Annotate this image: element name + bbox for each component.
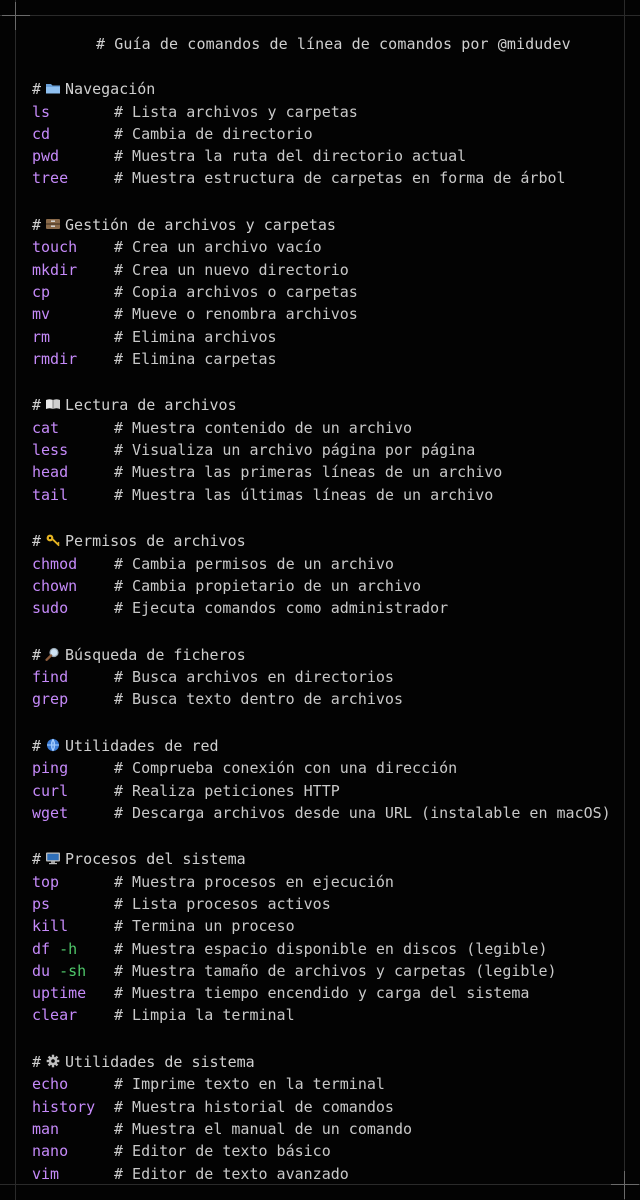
command-description: # Realiza peticiones HTTP bbox=[114, 781, 340, 800]
command-row bbox=[32, 123, 632, 145]
command-name bbox=[32, 780, 114, 802]
command-row bbox=[32, 871, 632, 893]
command-row bbox=[32, 1118, 632, 1140]
command-name bbox=[32, 348, 114, 370]
monitor-icon bbox=[45, 849, 61, 863]
command-description: # Muestra procesos en ejecución bbox=[114, 872, 394, 891]
command-row bbox=[32, 348, 632, 370]
command-row bbox=[32, 303, 632, 325]
command-text: cat bbox=[32, 418, 60, 437]
section-title: Permisos de archivos bbox=[65, 532, 246, 551]
command-description: # Muestra tamaño de archivos y carpetas (legible) bbox=[114, 961, 557, 980]
command-description: # Comprueba conexión con una dirección bbox=[114, 759, 458, 778]
command-description: # Cambia permisos de un archivo bbox=[114, 554, 394, 573]
command-name bbox=[32, 960, 114, 982]
comment-hash: # bbox=[32, 216, 42, 235]
command-description: # Editor de texto avanzado bbox=[114, 1164, 349, 1183]
command-name bbox=[32, 101, 114, 123]
command-text: ls bbox=[32, 102, 51, 121]
command-text: wget bbox=[32, 803, 69, 822]
section-header bbox=[32, 394, 632, 416]
command-row bbox=[32, 802, 632, 824]
comment-hash: # bbox=[32, 850, 42, 869]
command-text: cd bbox=[32, 124, 51, 143]
section-header bbox=[32, 214, 632, 236]
section bbox=[32, 394, 632, 505]
command-description: # Termina un proceso bbox=[114, 917, 295, 936]
command-description: # Copia archivos o carpetas bbox=[114, 282, 358, 301]
command-name bbox=[32, 1004, 114, 1026]
command-name bbox=[32, 893, 114, 915]
comment-hash: # bbox=[32, 645, 42, 664]
command-row bbox=[32, 281, 632, 303]
command-text: echo bbox=[32, 1075, 69, 1094]
command-row bbox=[32, 236, 632, 258]
key-icon bbox=[45, 531, 61, 545]
command-row bbox=[32, 780, 632, 802]
comment-hash: # bbox=[32, 80, 42, 99]
command-row bbox=[32, 893, 632, 915]
command-name bbox=[32, 666, 114, 688]
command-text: top bbox=[32, 872, 60, 891]
command-row bbox=[32, 417, 632, 439]
command-row bbox=[32, 666, 632, 688]
command-row bbox=[32, 484, 632, 506]
command-description: # Editor de texto básico bbox=[114, 1142, 331, 1161]
command-text: less bbox=[32, 441, 69, 460]
command-description: # Descarga archivos desde una URL (instalable en macOS) bbox=[114, 803, 611, 822]
command-row bbox=[32, 101, 632, 123]
command-description: # Muestra estructura de carpetas en forma de árbol bbox=[114, 169, 566, 188]
section-header bbox=[32, 644, 632, 666]
command-name bbox=[32, 1163, 114, 1185]
section-title: Navegación bbox=[65, 80, 156, 99]
command-name bbox=[32, 1118, 114, 1140]
command-row bbox=[32, 1073, 632, 1095]
command-text: du bbox=[32, 961, 51, 980]
file-cabinet-icon bbox=[45, 215, 61, 229]
section bbox=[32, 735, 632, 824]
command-text: tail bbox=[32, 485, 69, 504]
command-row bbox=[32, 915, 632, 937]
command-description: # Muestra tiempo encendido y carga del sistema bbox=[114, 984, 530, 1003]
command-name bbox=[32, 1073, 114, 1095]
gear-icon bbox=[45, 1052, 61, 1066]
command-row bbox=[32, 597, 632, 619]
command-name bbox=[32, 281, 114, 303]
command-text: find bbox=[32, 668, 69, 687]
command-name bbox=[32, 575, 114, 597]
command-text: df bbox=[32, 939, 51, 958]
command-text: pwd bbox=[32, 147, 60, 166]
command-name bbox=[32, 688, 114, 710]
command-text: sudo bbox=[32, 599, 69, 618]
command-text: clear bbox=[32, 1006, 78, 1025]
command-name bbox=[32, 982, 114, 1004]
command-description: # Busca texto dentro de archivos bbox=[114, 690, 403, 709]
command-description: # Muestra contenido de un archivo bbox=[114, 418, 413, 437]
section-header bbox=[32, 848, 632, 870]
section-header bbox=[32, 530, 632, 552]
command-row bbox=[32, 757, 632, 779]
command-row bbox=[32, 553, 632, 575]
open-book-icon bbox=[45, 395, 61, 409]
command-row bbox=[32, 938, 632, 960]
section-title: Búsqueda de ficheros bbox=[65, 645, 246, 664]
command-text: cp bbox=[32, 282, 51, 301]
section-title: Utilidades de red bbox=[65, 736, 219, 755]
command-name bbox=[32, 326, 114, 348]
command-name bbox=[32, 915, 114, 937]
command-name bbox=[32, 597, 114, 619]
command-text: head bbox=[32, 463, 69, 482]
command-text: chown bbox=[32, 576, 78, 595]
command-row bbox=[32, 1163, 632, 1185]
command-description: # Elimina carpetas bbox=[114, 349, 277, 368]
command-description: # Muestra la ruta del directorio actual bbox=[114, 147, 467, 166]
command-text: mkdir bbox=[32, 260, 78, 279]
command-description: # Cambia propietario de un archivo bbox=[114, 576, 422, 595]
command-name bbox=[32, 484, 114, 506]
comment-hash: # bbox=[32, 736, 42, 755]
command-name bbox=[32, 145, 114, 167]
command-text: nano bbox=[32, 1142, 69, 1161]
section bbox=[32, 530, 632, 619]
command-text: mv bbox=[32, 305, 51, 324]
command-flag: -h bbox=[50, 939, 78, 958]
section-title: Procesos del sistema bbox=[65, 850, 246, 869]
command-description: # Lista archivos y carpetas bbox=[114, 102, 358, 121]
command-description: # Muestra las primeras líneas de un archivo bbox=[114, 463, 503, 482]
command-row bbox=[32, 575, 632, 597]
command-name bbox=[32, 259, 114, 281]
command-text: grep bbox=[32, 690, 69, 709]
command-row bbox=[32, 326, 632, 348]
section-title: Lectura de archivos bbox=[65, 396, 237, 415]
command-description: # Crea un nuevo directorio bbox=[114, 260, 349, 279]
globe-icon bbox=[45, 736, 61, 750]
command-name bbox=[32, 167, 114, 189]
command-text: vim bbox=[32, 1164, 60, 1183]
command-row bbox=[32, 1096, 632, 1118]
command-row bbox=[32, 259, 632, 281]
command-description: # Muestra las últimas líneas de un archivo bbox=[114, 485, 494, 504]
command-text: ps bbox=[32, 894, 51, 913]
section bbox=[32, 214, 632, 370]
command-name bbox=[32, 871, 114, 893]
command-row bbox=[32, 960, 632, 982]
command-description: # Muestra historial de comandos bbox=[114, 1097, 394, 1116]
command-text: rmdir bbox=[32, 349, 78, 368]
command-row bbox=[32, 461, 632, 483]
section-header bbox=[32, 78, 632, 100]
comment-hash: # bbox=[32, 532, 42, 551]
command-flag: -sh bbox=[50, 961, 87, 980]
command-name bbox=[32, 1140, 114, 1162]
command-name bbox=[32, 938, 114, 960]
command-description: # Visualiza un archivo página por página bbox=[114, 441, 476, 460]
command-guide bbox=[32, 34, 632, 1185]
command-description: # Elimina archivos bbox=[114, 327, 277, 346]
command-text: ping bbox=[32, 759, 69, 778]
section-title: Gestión de archivos y carpetas bbox=[65, 216, 336, 235]
comment-hash: # bbox=[32, 396, 42, 415]
command-name bbox=[32, 417, 114, 439]
sections-container bbox=[32, 78, 632, 1185]
guide-title: # Guía de comandos de línea de comandos por @midudev bbox=[96, 35, 571, 53]
frame-line-top bbox=[0, 15, 640, 16]
command-description: # Limpia la terminal bbox=[114, 1006, 295, 1025]
command-text: man bbox=[32, 1119, 60, 1138]
command-name bbox=[32, 757, 114, 779]
section-header bbox=[32, 1051, 632, 1073]
command-row bbox=[32, 439, 632, 461]
command-text: history bbox=[32, 1097, 96, 1116]
command-row bbox=[32, 982, 632, 1004]
folder-icon bbox=[45, 79, 61, 93]
command-text: rm bbox=[32, 327, 51, 346]
magnifier-icon bbox=[45, 645, 61, 659]
section bbox=[32, 848, 632, 1026]
command-text: uptime bbox=[32, 984, 87, 1003]
frame-line-left bbox=[15, 0, 16, 1200]
command-name bbox=[32, 802, 114, 824]
command-name bbox=[32, 1096, 114, 1118]
command-text: kill bbox=[32, 917, 69, 936]
command-description: # Crea un archivo vacío bbox=[114, 238, 322, 257]
command-description: # Imprime texto en la terminal bbox=[114, 1075, 385, 1094]
command-name bbox=[32, 553, 114, 575]
command-description: # Ejecuta comandos como administrador bbox=[114, 599, 449, 618]
command-row bbox=[32, 167, 632, 189]
command-description: # Muestra el manual de un comando bbox=[114, 1119, 413, 1138]
command-description: # Cambia de directorio bbox=[114, 124, 313, 143]
section bbox=[32, 644, 632, 711]
section-header bbox=[32, 735, 632, 757]
command-name bbox=[32, 236, 114, 258]
command-text: touch bbox=[32, 238, 78, 257]
command-description: # Mueve o renombra archivos bbox=[114, 305, 358, 324]
command-description: # Lista procesos activos bbox=[114, 894, 331, 913]
command-text: tree bbox=[32, 169, 69, 188]
command-name bbox=[32, 303, 114, 325]
command-row bbox=[32, 145, 632, 167]
command-name bbox=[32, 123, 114, 145]
command-description: # Muestra espacio disponible en discos (legible) bbox=[114, 939, 548, 958]
corner-crosshair-top-left bbox=[2, 2, 30, 30]
command-name bbox=[32, 461, 114, 483]
command-text: chmod bbox=[32, 554, 78, 573]
section bbox=[32, 78, 632, 189]
command-row bbox=[32, 688, 632, 710]
comment-hash: # bbox=[32, 1053, 42, 1072]
section-title: Utilidades de sistema bbox=[65, 1053, 255, 1072]
command-name bbox=[32, 439, 114, 461]
section bbox=[32, 1051, 632, 1185]
command-description: # Busca archivos en directorios bbox=[114, 668, 394, 687]
command-row bbox=[32, 1140, 632, 1162]
command-row bbox=[32, 1004, 632, 1026]
command-text: curl bbox=[32, 781, 69, 800]
